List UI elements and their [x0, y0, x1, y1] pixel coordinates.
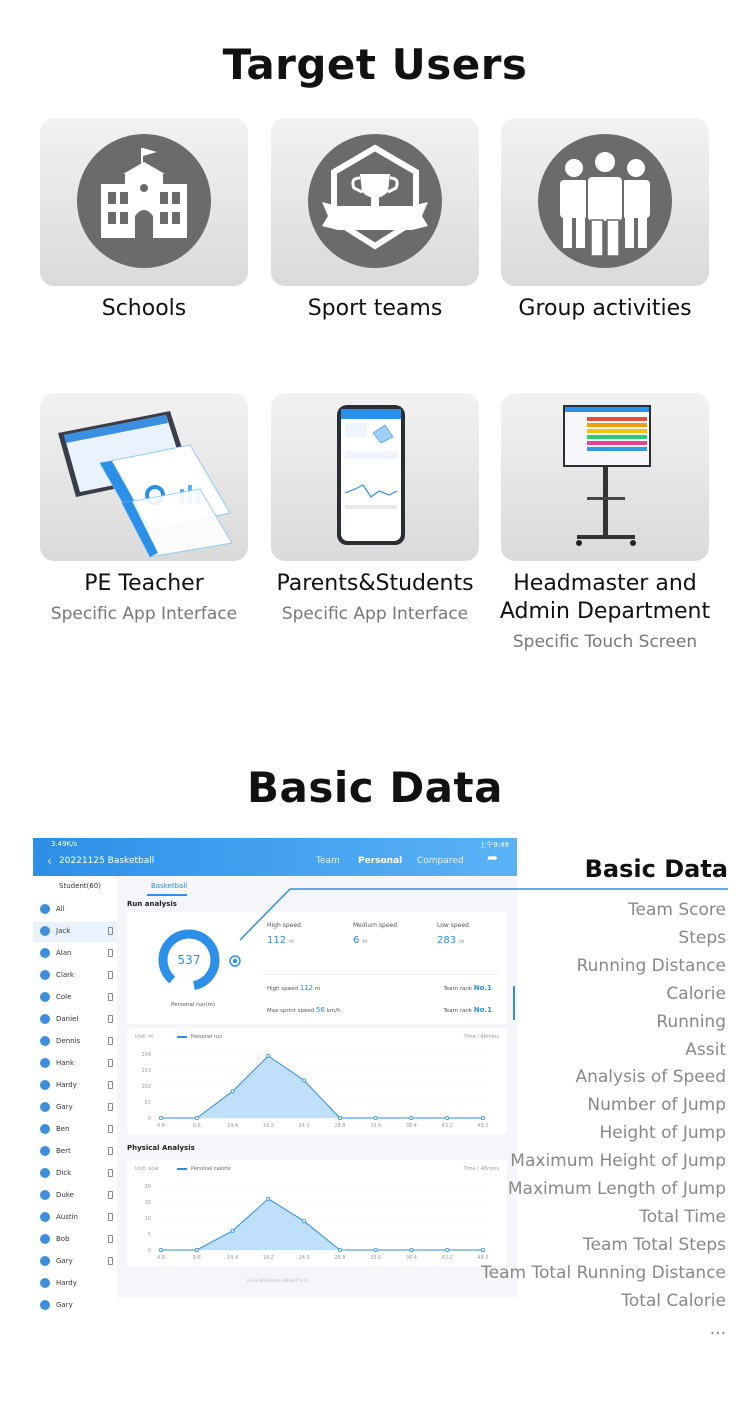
pe-teacher-sub: Specific App Interface [50, 604, 238, 624]
data-point [338, 1116, 341, 1119]
avatar-icon [40, 1014, 50, 1024]
speed-low: Low speed 283 m [437, 922, 469, 946]
footer-note: Hi Fix WorkShare 2WayAP 1.01 [247, 1278, 309, 1283]
data-point [159, 1248, 162, 1251]
data-point [159, 1116, 162, 1119]
basic-data-item: Steps [678, 927, 726, 948]
tab-personal[interactable]: Personal [358, 856, 403, 866]
y-tick-label: 15 [144, 1200, 151, 1206]
data-point [267, 1197, 270, 1200]
student-item[interactable] [33, 1164, 117, 1184]
avatar-icon [40, 1212, 50, 1222]
student-item[interactable] [33, 1076, 117, 1096]
avatar-icon [40, 1234, 50, 1244]
data-point [446, 1116, 449, 1119]
calorie-chart-panel [127, 1160, 507, 1266]
basic-data-item: Analysis of Speed [575, 1067, 726, 1088]
student-item[interactable] [33, 966, 117, 986]
basic-data-title: Basic Data [247, 763, 503, 812]
x-tick-label: 9.6 [192, 1123, 201, 1129]
basic-data-item: Running [656, 1011, 726, 1032]
basic-data-item: ... [709, 1318, 726, 1339]
student-item[interactable] [33, 1186, 117, 1206]
student-item[interactable] [33, 1120, 117, 1140]
data-point [374, 1248, 377, 1251]
basic-data-item: Assit [685, 1039, 726, 1060]
avatar-icon [40, 1058, 50, 1068]
basic-data-item: Calorie [666, 983, 726, 1004]
basic-data-item: Total Calorie [621, 1290, 726, 1311]
run-area-chart [127, 1028, 507, 1134]
basic-data-item: Running Distance [576, 955, 726, 976]
device-icon [108, 1191, 113, 1199]
status-right: 上午9:49 [479, 841, 509, 849]
tab-basketball[interactable]: Basketball [151, 882, 188, 890]
chart2-legend: Personal calorie [177, 1166, 231, 1172]
headmaster-card [501, 393, 709, 561]
x-tick-label: 33.6 [370, 1255, 382, 1261]
calorie-area-chart [127, 1160, 507, 1266]
sport-teams-card [271, 118, 479, 286]
x-tick-label: 38.4 [405, 1123, 418, 1129]
student-item[interactable] [33, 944, 117, 964]
student-item[interactable] [33, 1230, 117, 1250]
data-point [446, 1248, 449, 1251]
target-users-title: Target Users [222, 40, 528, 89]
svg-text:537: 537 [177, 953, 201, 967]
y-tick-label: 0 [147, 1248, 151, 1254]
x-tick-label: 24.0 [298, 1255, 310, 1261]
student-item[interactable] [33, 1296, 117, 1316]
student-name: Hardy [56, 1081, 77, 1089]
student-item[interactable] [33, 1142, 117, 1162]
series-area [161, 1199, 483, 1250]
data-point [303, 1220, 306, 1223]
parents-students-card [271, 393, 479, 561]
avatar-icon [40, 1036, 50, 1046]
device-icon [108, 1147, 113, 1155]
device-icon [108, 1037, 113, 1045]
x-tick-label: 4.8 [157, 1123, 165, 1129]
student-item[interactable] [33, 1054, 117, 1074]
speed-medium: Medium speed 6 m [353, 922, 398, 946]
gauge-caption: Personal run(m) [171, 1002, 216, 1008]
avatar-icon [40, 1146, 50, 1156]
student-name: Daniel [56, 1015, 79, 1023]
data-point [481, 1248, 484, 1251]
data-point [195, 1116, 198, 1119]
basic-data-item: Maximum Length of Jump [507, 1179, 726, 1199]
data-point [410, 1116, 413, 1119]
y-tick-label: 204 [141, 1052, 151, 1058]
tab-team[interactable]: Team [316, 856, 340, 866]
student-name: Bert [56, 1147, 71, 1155]
student-name: All [56, 905, 65, 913]
data-point [481, 1116, 484, 1119]
data-point [303, 1079, 306, 1082]
device-icon [108, 1103, 113, 1111]
x-tick-label: 38.4 [405, 1255, 418, 1261]
headmaster-label: Headmaster and [513, 571, 697, 596]
avatar-icon [40, 1278, 50, 1288]
x-tick-label: 24.0 [298, 1123, 310, 1129]
x-tick-label: 48.0 [477, 1255, 489, 1261]
student-name: Gary [56, 1257, 73, 1265]
pe-teacher-card [40, 393, 248, 561]
x-tick-label: 4.8 [157, 1255, 165, 1261]
avatar-icon [40, 948, 50, 958]
group-people-icon [538, 134, 672, 268]
phone-app-image [271, 393, 479, 561]
device-icon [108, 1169, 113, 1177]
run-analysis-heading: Run analysis [127, 900, 177, 908]
physical-analysis-heading: Physical Analysis [127, 1144, 195, 1152]
device-icon [108, 1213, 113, 1221]
chart1-time: Time / 48mins [463, 1034, 499, 1040]
avatar-icon [40, 1168, 50, 1178]
student-item[interactable] [33, 1208, 117, 1228]
x-tick-label: 19.2 [262, 1123, 274, 1129]
device-icon [108, 971, 113, 979]
student-item[interactable] [33, 988, 117, 1008]
avatar-icon [40, 1190, 50, 1200]
student-item[interactable] [33, 1098, 117, 1118]
group-activities-card [501, 118, 709, 286]
device-icon [108, 1059, 113, 1067]
basic-data-item: Team Score [628, 900, 726, 920]
y-tick-label: 5 [147, 1232, 151, 1238]
device-icon [108, 1081, 113, 1089]
x-tick-label: 33.6 [370, 1123, 382, 1129]
stat-row-sprint: Max sprint speed 56 km/h Team rank No.1 [267, 1006, 492, 1014]
parents-students-label: Parents&Students [276, 571, 474, 596]
data-point [231, 1229, 234, 1232]
x-tick-label: 43.2 [441, 1255, 453, 1261]
avatar-icon [40, 992, 50, 1002]
y-tick-label: 10 [144, 1216, 151, 1222]
chart2-time: Time / 48mins [463, 1166, 499, 1172]
basic-data-item: Height of Jump [599, 1123, 726, 1144]
y-tick-label: 102 [141, 1084, 151, 1090]
status-left: 3.49K/s [51, 840, 78, 848]
x-tick-label: 48.0 [477, 1123, 489, 1129]
student-item[interactable] [33, 1252, 117, 1272]
data-point [338, 1248, 341, 1251]
share-icon[interactable]: ➦ [487, 851, 498, 866]
chart1-ylabel: Unit: m [135, 1034, 154, 1040]
basic-data-item: Total Time [639, 1206, 726, 1227]
y-tick-label: 0 [147, 1116, 151, 1122]
school-building-icon [77, 134, 211, 268]
x-tick-label: 19.2 [262, 1255, 274, 1261]
y-tick-label: 51 [144, 1100, 151, 1106]
touch-screen-image [501, 393, 709, 561]
student-name: Hank [56, 1059, 75, 1067]
device-icon [108, 1015, 113, 1023]
student-item[interactable] [33, 1274, 117, 1294]
x-tick-label: 14.4 [226, 1123, 239, 1129]
x-tick-label: 43.2 [441, 1123, 453, 1129]
chart1-legend: Personal run [177, 1034, 222, 1040]
chart2-ylabel: Unit: kcal [135, 1166, 159, 1172]
stat-row-high: High speed 112 m Team rank No.1 [267, 984, 492, 992]
data-point [410, 1248, 413, 1251]
sport-teams-label: Sport teams [307, 296, 443, 321]
student-name: Dennis [56, 1037, 81, 1045]
tablet-app-image [40, 393, 248, 561]
y-tick-label: 20 [144, 1184, 151, 1190]
student-name: Dick [56, 1169, 72, 1177]
admin-department-label: Admin Department [499, 599, 711, 624]
avatar-icon [40, 1256, 50, 1266]
avatar-icon [40, 1080, 50, 1090]
scrollbar[interactable] [513, 986, 515, 1020]
data-point [195, 1248, 198, 1251]
app-title: 20221125 Basketball [59, 856, 155, 866]
tab-compared[interactable]: Compared [417, 856, 464, 866]
student-item[interactable] [33, 1010, 117, 1030]
avatar-icon [40, 970, 50, 980]
basic-data-item: Number of Jump [587, 1095, 726, 1116]
student-name: Cole [56, 993, 72, 1001]
student-name: Gary [56, 1301, 73, 1309]
data-point [267, 1054, 270, 1057]
student-name: Austin [56, 1213, 78, 1221]
x-tick-label: 28.8 [334, 1255, 346, 1261]
student-name: Clark [56, 971, 75, 979]
schools-label: Schools [101, 296, 187, 321]
student-header: Student(60) [59, 882, 101, 890]
avatar-icon [40, 1102, 50, 1112]
avatar-icon [40, 1124, 50, 1134]
run-chart-panel [127, 1028, 507, 1134]
back-icon[interactable]: ‹ [47, 854, 52, 868]
device-icon [108, 1257, 113, 1265]
data-point [231, 1090, 234, 1093]
student-name: Ben [56, 1125, 70, 1133]
device-icon [108, 949, 113, 957]
avatar-icon [40, 1300, 50, 1310]
group-activities-label: Group activities [518, 296, 692, 321]
y-tick-label: 153 [141, 1068, 151, 1074]
student-name: Alan [56, 949, 72, 957]
speed-high: High speed 112 m [267, 922, 301, 946]
parents-students-sub: Specific App Interface [281, 604, 469, 624]
student-name: Bob [56, 1235, 70, 1243]
basic-data-item: Team Total Running Distance [481, 1262, 726, 1283]
student-name: Duke [56, 1191, 74, 1199]
data-point [374, 1116, 377, 1119]
device-icon [108, 1235, 113, 1243]
basic-data-item: Team Total Steps [582, 1234, 726, 1255]
student-name: Hardy [56, 1279, 77, 1287]
x-tick-label: 9.6 [192, 1255, 201, 1261]
pe-teacher-label: PE Teacher [84, 571, 204, 596]
headmaster-sub: Specific Touch Screen [512, 632, 698, 652]
basic-data-item: Maximum Height of Jump [510, 1151, 726, 1172]
student-item[interactable] [33, 1032, 117, 1052]
x-tick-label: 14.4 [226, 1255, 239, 1261]
device-icon [108, 993, 113, 1001]
x-tick-label: 28.8 [334, 1123, 346, 1129]
basic-data-list-title: Basic Data [584, 855, 728, 883]
schools-card [40, 118, 248, 286]
student-name: Jack [56, 927, 71, 935]
device-icon [108, 1125, 113, 1133]
trophy-badge-icon [308, 134, 442, 268]
student-name: Gary [56, 1103, 73, 1111]
